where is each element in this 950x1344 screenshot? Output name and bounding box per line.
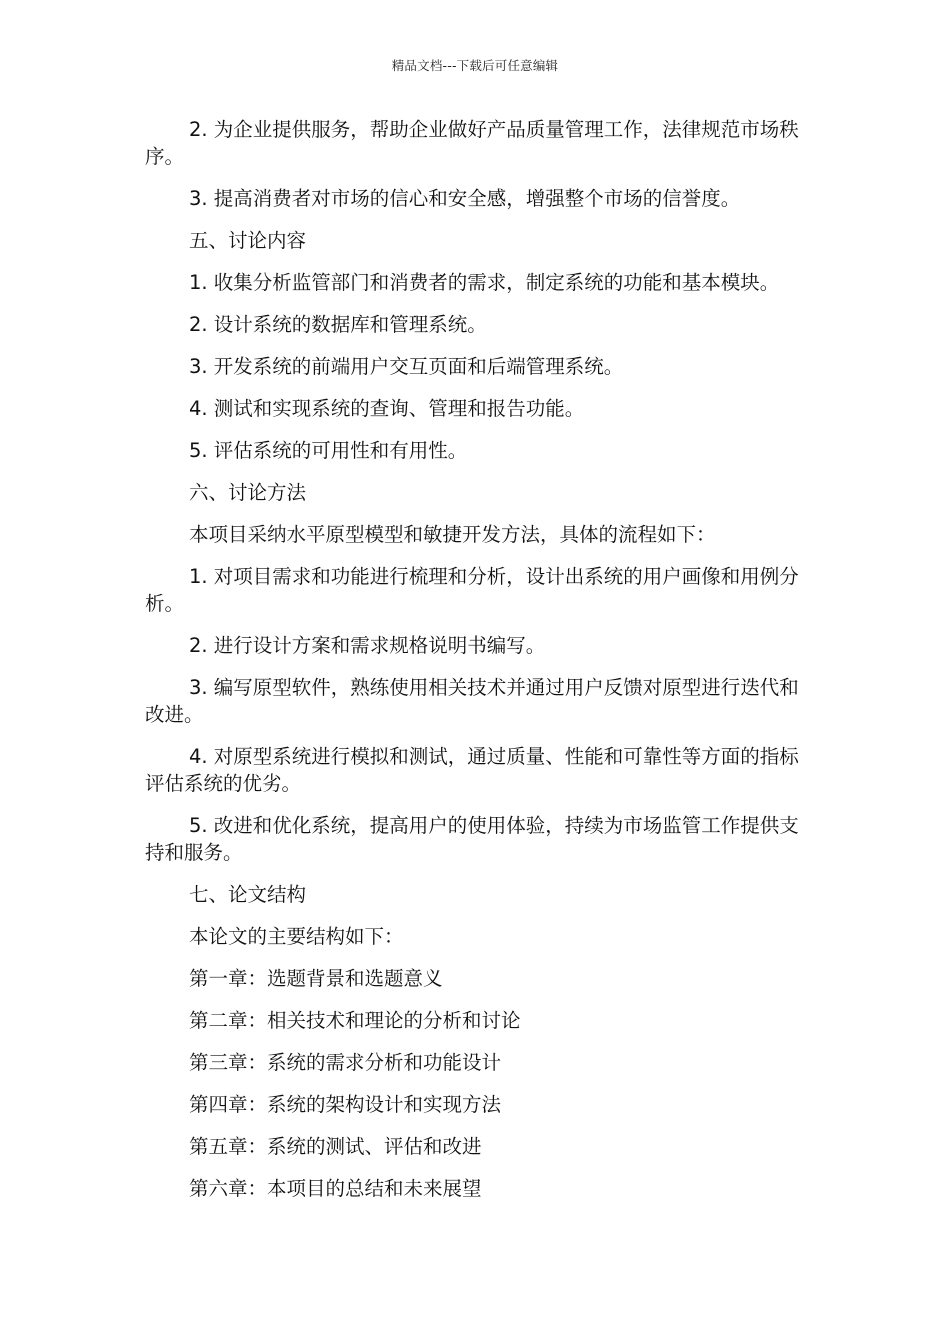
paragraph-goal-2: 2. 为企业提供服务，帮助企业做好产品质量管理工作，法律规范市场秩序。 — [145, 118, 799, 168]
paragraph-method-intro: 本项目采纳水平原型模型和敏捷开发方法，具体的流程如下： — [189, 523, 716, 546]
chapter-item-3: 第三章：系统的需求分析和功能设计 — [189, 1051, 502, 1074]
paragraph-content-2: 2. 设计系统的数据库和管理系统。 — [189, 313, 487, 336]
page-header: 精品文档---下载后可任意编辑 — [391, 58, 559, 73]
chapter-item-6: 第六章：本项目的总结和未来展望 — [189, 1177, 482, 1200]
document-body — [145, 116, 810, 1217]
paragraph-method-1: 1. 对项目需求和功能进行梳理和分析，设计出系统的用户画像和用例分析。 — [145, 565, 799, 615]
paragraph-method-4: 4. 对原型系统进行模拟和测试，通过质量、性能和可靠性等方面的指标评估系统的优劣。 — [145, 745, 799, 795]
paragraph-content-4: 4. 测试和实现系统的查询、管理和报告功能。 — [189, 397, 585, 420]
paragraph-structure-intro: 本论文的主要结构如下： — [189, 925, 404, 948]
chapter-item-1: 第一章：选题背景和选题意义 — [189, 967, 443, 990]
paragraph-method-2: 2. 进行设计方案和需求规格说明书编写。 — [189, 634, 546, 657]
chapter-item-2: 第二章：相关技术和理论的分析和讨论 — [189, 1009, 521, 1032]
paragraph-method-5: 5. 改进和优化系统，提高用户的使用体验，持续为市场监管工作提供支持和服务。 — [145, 814, 799, 864]
section-heading-thesis-structure: 七、论文结构 — [189, 883, 307, 906]
chapter-item-5: 第五章：系统的测试、评估和改进 — [189, 1135, 482, 1158]
chapter-item-4: 第四章：系统的架构设计和实现方法 — [189, 1093, 502, 1116]
paragraph-goal-3: 3. 提高消费者对市场的信心和安全感，增强整个市场的信誉度。 — [189, 187, 741, 210]
paragraph-content-3: 3. 开发系统的前端用户交互页面和后端管理系统。 — [189, 355, 624, 378]
section-heading-discussion-method: 六、讨论方法 — [189, 481, 307, 504]
paragraph-content-5: 5. 评估系统的可用性和有用性。 — [189, 439, 468, 462]
paragraph-content-1: 1. 收集分析监管部门和消费者的需求，制定系统的功能和基本模块。 — [189, 271, 780, 294]
paragraph-method-3: 3. 编写原型软件，熟练使用相关技术并通过用户反馈对原型进行迭代和改进。 — [145, 676, 799, 726]
section-heading-discussion-content: 五、讨论内容 — [189, 229, 307, 252]
